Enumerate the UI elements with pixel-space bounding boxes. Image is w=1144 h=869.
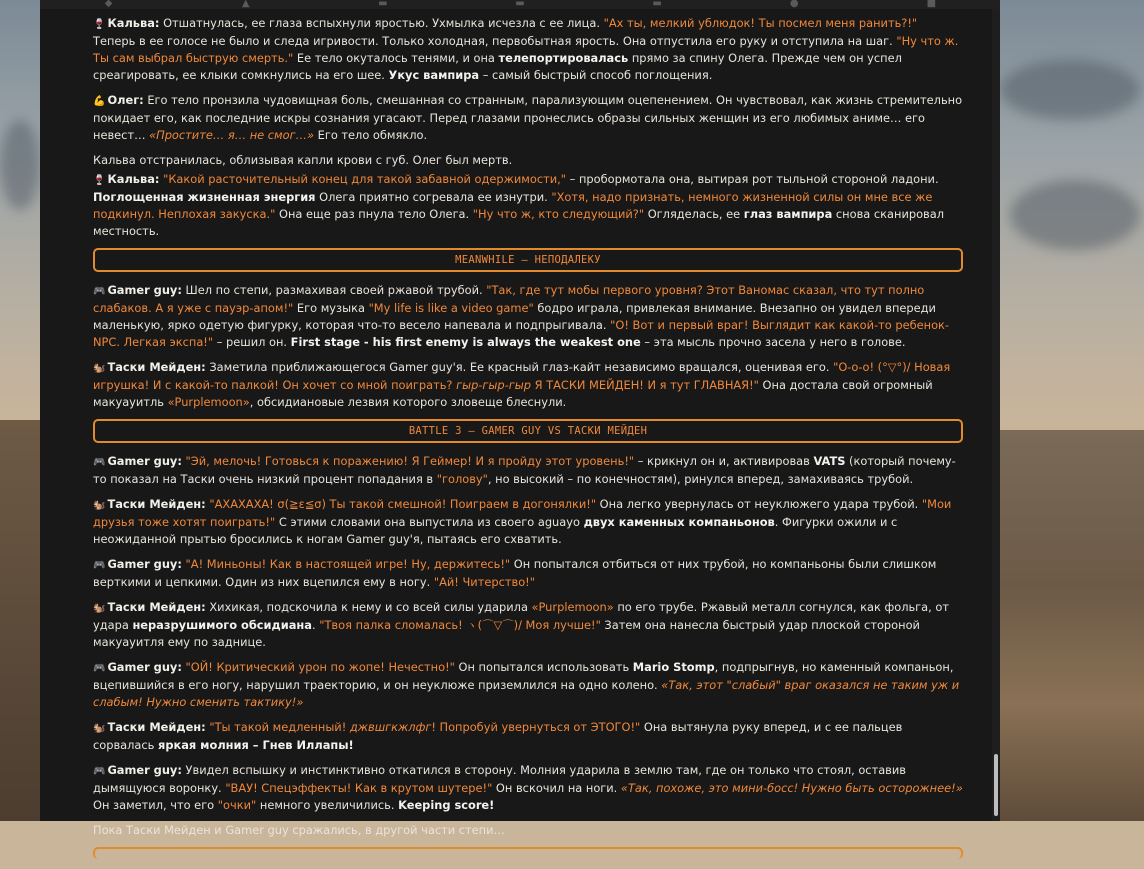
dialogue-quote: «Purplemoon» (167, 395, 250, 409)
narration-text: Она достала свой огромный макуауитль (93, 378, 933, 409)
narration-text: , подпрыгнув, но каменный компаньон, вцепившийся в его ногу, нарушил траекторию, и он неуклюже приземлился на одно колено. (93, 660, 954, 692)
speaker-emoji-icon: 🍷 (93, 19, 106, 30)
dialogue-quote: "ВАУ! Спецэффекты! Как в крутом шутере!" (225, 781, 493, 795)
narration-text: бодро играла, привлекая внимание. Внезапно он увидел впереди маленькую, ярко одетую фигурку, которая что-то весело напевала и подпрыгивала. (93, 301, 936, 332)
chat-message (93, 359, 963, 411)
speaker-name: Gamer guy: (107, 763, 182, 777)
narration-text: Отшатнулась, ее глаза вспыхнули яростью. Ухмылка исчезла с ее лица. (163, 16, 604, 30)
narration-text: – решил он. (213, 335, 291, 349)
speaker-name: Кальва: (107, 172, 160, 186)
speaker-emoji-icon: 🎮 (93, 457, 106, 468)
speaker-emoji-icon: 🎮 (93, 560, 106, 571)
bold-term: Поглощенная жизненная энергия (93, 190, 316, 204)
narration-text: – эта мысль прочно засела у него в голове. (640, 335, 906, 349)
section-banner: BATTLE 3 – GAMER GUY VS ТАСКИ МЕЙДЕН (93, 419, 963, 443)
narration-text: С этими словами она выпустила из своего aguayo (275, 515, 584, 529)
speaker-emoji-icon: 🐿️ (93, 363, 106, 374)
dialogue-quote: "Ну что ж, кто следующий?" (472, 207, 645, 221)
dialogue-quote: "Твоя палка сломалась! ヽ(⌒▽⌒)/ Моя лучше!" (319, 618, 601, 632)
narration-text: немного увеличились. (256, 798, 399, 812)
narration-text: Затем она нанесла быстрый удар плоской стороной макуауитля ему по заднице. (93, 618, 920, 649)
narration-text: прямо за спину Олега. Прежде чем он успел среагировать, ее клыки сомкнулись на его шее. (93, 51, 902, 82)
dialogue-quote: "My life is like a video game" (368, 301, 534, 315)
tree-icon[interactable]: ▲ (241, 0, 250, 9)
dialogue-quote: "АХАХАХА! σ(≧ε≦σ) Ты такой смешной! Поиграем в догонялки!" (209, 497, 597, 511)
italic-thought: «Так, этот "слабый" враг оказался не таким уж и слабым! Нужно сменить тактику!» (93, 678, 960, 709)
narration-text: Он попытался использовать (454, 660, 633, 674)
speaker-name: Gamer guy: (107, 557, 182, 571)
narration-text: Хихикая, подскочила к нему и со всей силы ударила (209, 600, 532, 614)
dialogue-quote: "Ах ты, мелкий ублюдок! Ты посмел меня ранить?!" (603, 16, 918, 30)
dialogue-quote: "Мои друзья тоже хотят поиграть!" (93, 497, 952, 529)
narration-text: Увидел вспышку и инстинктивно откатился в сторону. Молния ударила в землю там, где он только что стоял, оставив дымящуюся воронку. (93, 763, 907, 795)
narration-text: Его тело обмякло. (314, 128, 428, 142)
speaker-name: Олег: (107, 93, 144, 107)
narration-text: – крикнул он и, активировав (634, 454, 814, 468)
narration-text: Теперь в ее голосе не было и следа игривости. Только холодная, первобытная ярость. Она отпустила его руку и отступила на шаг. (93, 34, 897, 48)
speaker-emoji-icon: 🐿️ (93, 603, 106, 614)
narration-text: снова сканировал местность. (93, 207, 945, 238)
bold-term: Укус вампира (388, 68, 480, 82)
narration-text: Заметила приближающегося Gamer guy'я. Ее красный глаз-кайт независимо вращался, оценивая его. (209, 360, 834, 374)
scrollbar[interactable] (992, 9, 1000, 821)
narration-text: Ее тело окуталось тенями, и она (293, 51, 499, 65)
dialogue-quote: "О! Вот и первый враг! Выглядит как какой-то ребенок-NPC. Легкая экспа!" (93, 318, 950, 349)
narration-text: Он заметил, что его (93, 798, 218, 812)
chat-message (93, 496, 963, 548)
chat-message (93, 92, 963, 144)
chat-message (93, 152, 963, 169)
dialogue-quote: "Ты такой медленный! (209, 720, 350, 734)
narration-text: , обсидиановые лезвия которого зловеще блеснули. (249, 395, 567, 409)
narration-text: Его музыка (293, 301, 369, 315)
speaker-emoji-icon: 🐿️ (93, 723, 106, 734)
speaker-emoji-icon: 🐿️ (93, 500, 106, 511)
chat-message (93, 15, 963, 84)
dialogue-quote: Я ТАСКИ МЕЙДЕН! И я тут ГЛАВНАЯ!" (530, 378, 759, 392)
section-banner: MEANWHILE – НЕПОДАЛЕКУ (93, 248, 963, 272)
scrollbar-thumb[interactable] (994, 754, 998, 816)
chat-message (93, 556, 963, 591)
dialogue-quote: "очки" (217, 798, 257, 812)
chat-message (93, 282, 963, 351)
chat-message (93, 719, 963, 754)
speaker-emoji-icon: 🎮 (93, 663, 106, 674)
speaker-name: Таски Мейден: (107, 360, 206, 374)
narration-text: Пока Таски Мейден и Gamer guy сражались, в другой части степи… (93, 823, 505, 837)
gem-icon[interactable]: ◆ (104, 0, 113, 9)
narration-text: Она еще раз пнула тело Олега. (275, 207, 473, 221)
narration-text: – пробормотала она, вытирая рот тыльной стороной ладони. (566, 172, 939, 186)
chat-panel (40, 9, 1000, 837)
narration-text: – самый быстрый способ поглощения. (479, 68, 713, 82)
dialogue-quote: "Хотя, надо признать, немного жизненной силы он мне все же подкинул. Неплохая закуска." (93, 190, 933, 221)
speaker-name: Gamer guy: (107, 454, 182, 468)
bold-term: двух каменных компаньонов (583, 515, 775, 529)
cards-icon[interactable]: ▬ (515, 0, 525, 9)
speaker-emoji-icon: 💪 (93, 96, 106, 107)
narration-text: Его тело пронзила чудовищная боль, смешанная со странным, парализующим оцепенением. Он чувствовал, как жизнь стремительно покидает его, как последние искры сознания угасают. Перед глазами пронеслись образы сильных женщин из его любимых аниме… его невест… (93, 93, 963, 142)
dialogue-quote: "голову" (436, 472, 488, 486)
bold-term: яркая молния – Гнев Иллапы! (158, 738, 354, 752)
bold-term: Keeping score! (398, 798, 495, 812)
dialogue-quote: "ОЙ! Критический урон по жопе! Нечестно!" (185, 660, 455, 674)
dialogue-quote: "Ай! Читерство!" (433, 575, 535, 589)
speaker-name: Таски Мейден: (107, 720, 206, 734)
card-icon[interactable]: ▬ (378, 0, 388, 9)
speaker-name: Gamer guy: (107, 283, 182, 297)
narration-text: Она вытянула руку вперед, и с ее пальцев сорвалась (93, 720, 903, 752)
bold-term: Mario Stomp (632, 660, 715, 674)
bold-term: глаз вампира (743, 207, 833, 221)
italic-thought: гыр-гыр-гыр (456, 378, 531, 392)
narration-text: Кальва отстранилась, облизывая капли крови с губ. Олег был мертв. (93, 153, 513, 167)
dialogue-quote: "Эй, мелочь! Готовься к поражению! Я Геймер! И я пройду этот уровень!" (185, 454, 635, 468)
briefcase-icon[interactable]: ■ (926, 0, 937, 9)
bold-term: First stage - his first enemy is always the weakest one (290, 335, 641, 349)
chart-icon[interactable]: ▬ (652, 0, 662, 9)
dialogue-quote: "Ну что ж. Ты сам выбрал быструю смерть." (93, 34, 959, 65)
speaker-name: Gamer guy: (107, 660, 182, 674)
gauge-icon[interactable]: ● (789, 0, 799, 9)
chat-message (93, 453, 963, 488)
top-navigation-bar (40, 0, 1000, 9)
italic-thought: «Простите… я… не смог…» (149, 128, 315, 142)
chat-messages (93, 15, 963, 869)
speaker-emoji-icon: 🎮 (93, 286, 106, 297)
narration-text: (который почему-то показал на Таски очень низкий процент попадания в (93, 454, 956, 486)
speaker-emoji-icon: 🎮 (93, 766, 106, 777)
italic-thought: джвшгкжлфг (349, 720, 432, 734)
narration-text: Шел по степи, размахивая своей ржавой трубой. (185, 283, 487, 297)
chat-message (93, 762, 963, 814)
dialogue-quote: "А! Миньоны! Как в настоящей игре! Ну, держитесь!" (185, 557, 511, 571)
bold-term: неразрушимого обсидиана (132, 618, 312, 632)
dialogue-quote: "О-о-о! (°▽°)/ Новая игрушка! И с какой-то палкой! Он хочет со мной поиграть? (93, 360, 951, 392)
dialogue-quote: ! Попробуй увернуться от ЭТОГО!" (431, 720, 641, 734)
narration-text: Олега приятно согревала ее изнутри. (315, 190, 552, 204)
speaker-name: Таски Мейден: (107, 600, 206, 614)
italic-thought: «Так, похоже, это мини-босс! Нужно быть осторожнее!» (620, 781, 963, 795)
bold-term: телепортировалась (498, 51, 629, 65)
narration-text: . (311, 618, 320, 632)
dialogue-quote: "Какой расточительный конец для такой забавной одержимости," (163, 172, 567, 186)
section-banner (93, 847, 963, 859)
narration-text: . Фигурки ожили и с неожиданной прытью бросились к ногам Gamer guy'я, пытаясь его схватить. (93, 515, 898, 546)
narration-text: Он вскочил на ноги. (492, 781, 621, 795)
narration-text: Огляделась, ее (644, 207, 744, 221)
speaker-name: Таски Мейден: (107, 497, 206, 511)
narration-text: , но высокий – по конечностям), ринулся вперед, замахиваясь трубой. (487, 472, 914, 486)
bold-term: VATS (813, 454, 846, 468)
dialogue-quote: «Purplemoon» (531, 600, 614, 614)
chat-message (93, 659, 963, 711)
speaker-emoji-icon: 🍷 (93, 175, 106, 186)
dialogue-quote: "Так, где тут мобы первого уровня? Этот Ваномас сказал, что тут полно слабаков. А я уже с пауэр-апом!" (93, 283, 925, 315)
chat-message (93, 822, 963, 839)
chat-message (93, 599, 963, 651)
chat-message (93, 171, 963, 240)
narration-text: Она легко увернулась от неуклюжего удара трубой. (596, 497, 922, 511)
speaker-name: Кальва: (107, 16, 160, 30)
narration-text: по его трубе. Ржавый металл согнулся, как фольга, от удара (93, 600, 949, 632)
narration-text: Он попытался отбиться от них трубой, но компаньоны были слишком верткими и цепкими. Один из них вцепился ему в ногу. (93, 557, 937, 589)
